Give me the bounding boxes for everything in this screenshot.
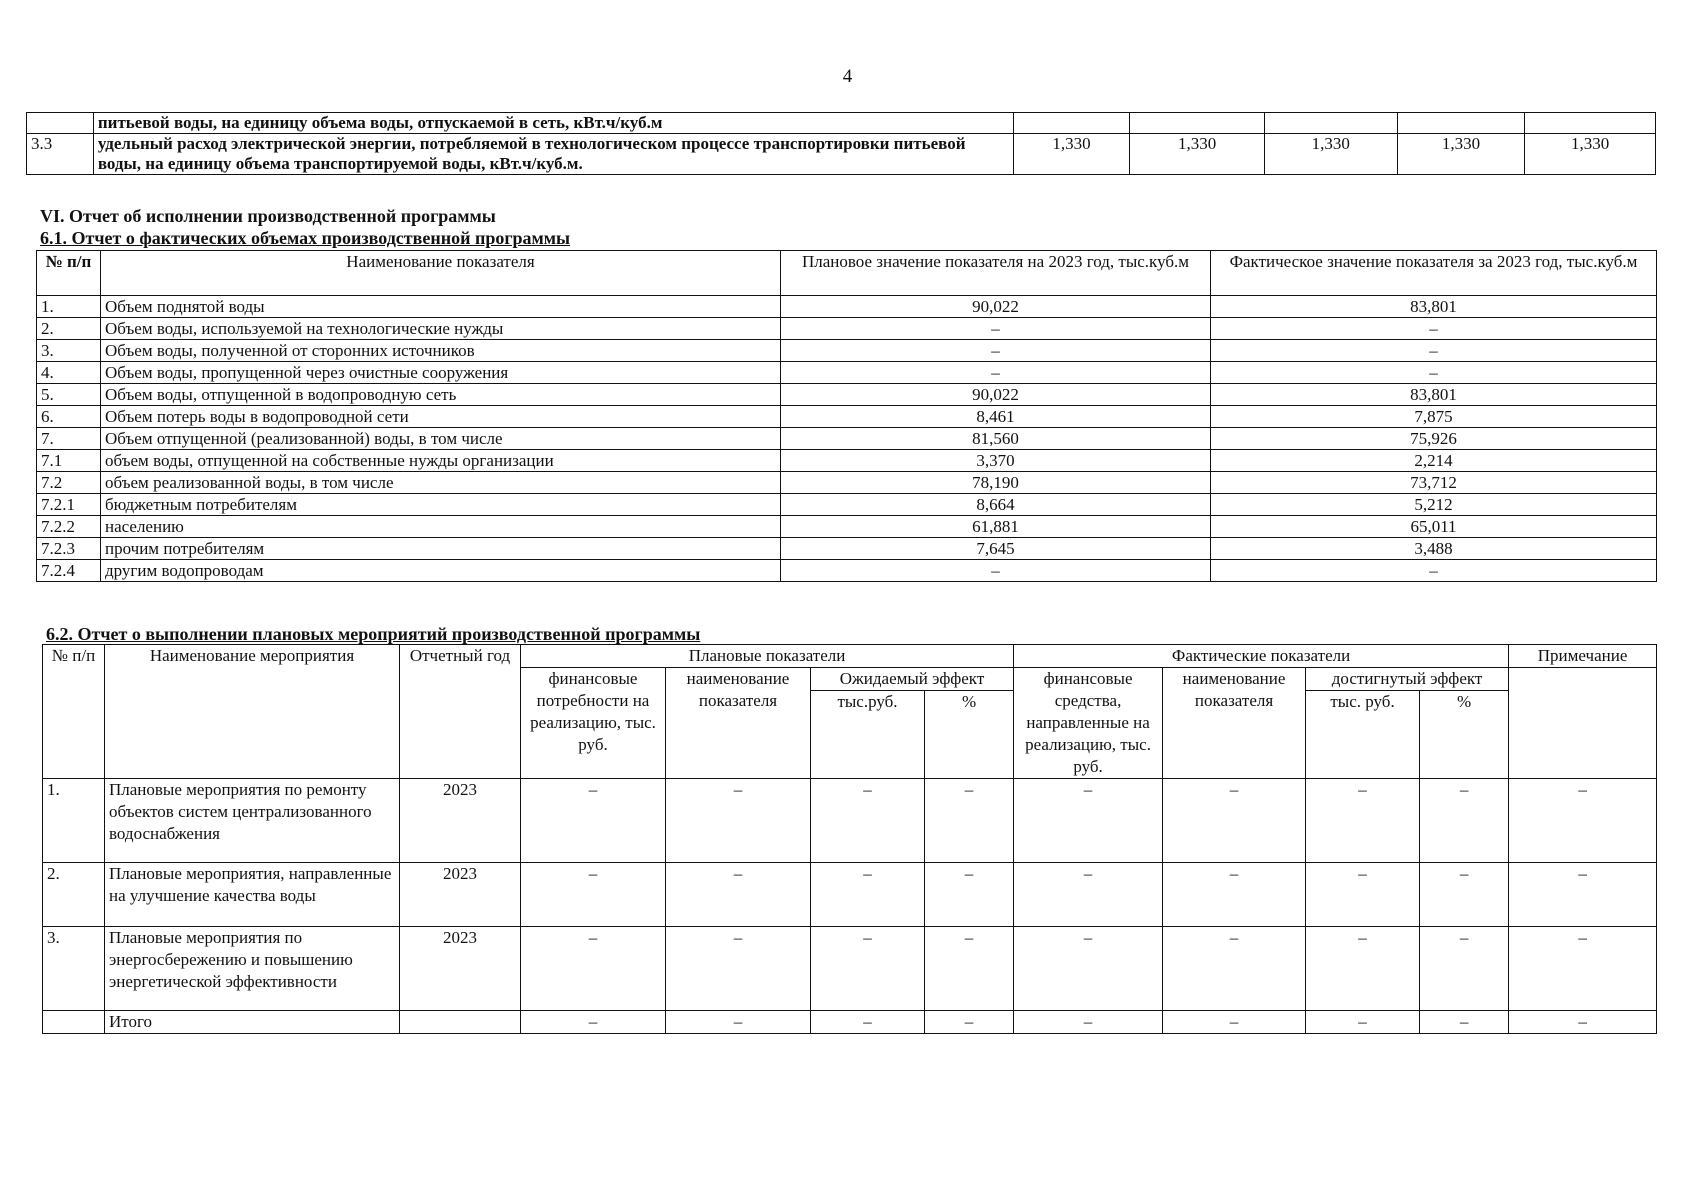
header-num: № п/п bbox=[37, 251, 101, 296]
value-cell: 1,330 bbox=[1525, 134, 1656, 175]
row-number: 3.3 bbox=[27, 134, 94, 175]
row-number: 7.2.1 bbox=[37, 494, 101, 516]
value-cell: – bbox=[811, 863, 925, 927]
table-row bbox=[37, 362, 1657, 384]
value-cell: 1,330 bbox=[1264, 134, 1397, 175]
row-number bbox=[27, 113, 94, 134]
row-name: Объем отпущенной (реализованной) воды, в том числе bbox=[101, 428, 781, 450]
measure-name: Плановые мероприятия по энергосбережению и повышению энергетической эффективности bbox=[105, 927, 400, 1011]
table-body bbox=[37, 296, 1657, 582]
row-number: 2. bbox=[37, 318, 101, 340]
plan-value: – bbox=[781, 362, 1211, 384]
value-cell: – bbox=[1014, 863, 1163, 927]
table-header-row bbox=[37, 251, 1657, 296]
fact-value: 83,801 bbox=[1211, 384, 1657, 406]
header-name: Наименование показателя bbox=[101, 251, 781, 296]
header-fact-eff: достигнутый эффект bbox=[1306, 668, 1509, 691]
total-label: Итого bbox=[105, 1011, 400, 1034]
value-cell: – bbox=[1163, 779, 1306, 863]
row-number bbox=[43, 1011, 105, 1034]
value-cell: – bbox=[1420, 927, 1509, 1011]
page-number: 4 bbox=[842, 66, 853, 87]
report-year bbox=[400, 1011, 521, 1034]
value-cell: – bbox=[1163, 927, 1306, 1011]
row-name: бюджетным потребителям bbox=[101, 494, 781, 516]
value-cell bbox=[1397, 113, 1525, 134]
value-cell: – bbox=[925, 779, 1014, 863]
table-row bbox=[37, 516, 1657, 538]
header-plan-fin: финансовые потребности на реализацию, тыс. руб. bbox=[521, 668, 666, 779]
fact-value: – bbox=[1211, 560, 1657, 582]
table-row bbox=[27, 134, 1656, 175]
value-cell: – bbox=[666, 927, 811, 1011]
fact-value: 65,011 bbox=[1211, 516, 1657, 538]
table-row bbox=[37, 538, 1657, 560]
report-year: 2023 bbox=[400, 863, 521, 927]
header-fact-eff-pct: % bbox=[1420, 691, 1509, 779]
fact-value: 5,212 bbox=[1211, 494, 1657, 516]
value-cell: 1,330 bbox=[1397, 134, 1525, 175]
plan-value: 8,461 bbox=[781, 406, 1211, 428]
row-text: питьевой воды, на единицу объема воды, отпускаемой в сеть, кВт.ч/куб.м bbox=[93, 113, 1013, 134]
value-cell: – bbox=[925, 1011, 1014, 1034]
table-row bbox=[37, 450, 1657, 472]
report-year: 2023 bbox=[400, 927, 521, 1011]
fact-value: – bbox=[1211, 362, 1657, 384]
value-cell bbox=[1130, 113, 1265, 134]
row-name: Объем воды, пропущенной через очистные сооружения bbox=[101, 362, 781, 384]
row-name: объем воды, отпущенной на собственные нужды организации bbox=[101, 450, 781, 472]
header-plan-eff: Ожидаемый эффект bbox=[811, 668, 1014, 691]
measure-name: Плановые мероприятия, направленные на улучшение качества воды bbox=[105, 863, 400, 927]
value-cell: 1,330 bbox=[1013, 134, 1130, 175]
row-number: 7. bbox=[37, 428, 101, 450]
value-cell: – bbox=[521, 863, 666, 927]
value-cell: – bbox=[1306, 927, 1420, 1011]
value-cell: – bbox=[1306, 779, 1420, 863]
header-fact-group: Фактические показатели bbox=[1014, 645, 1509, 668]
row-name: Объем потерь воды в водопроводной сети bbox=[101, 406, 781, 428]
header-note-empty bbox=[1509, 668, 1657, 779]
fact-value: – bbox=[1211, 318, 1657, 340]
table-row bbox=[43, 927, 1657, 1011]
value-cell bbox=[1525, 113, 1656, 134]
fact-value: 83,801 bbox=[1211, 296, 1657, 318]
fact-value: 73,712 bbox=[1211, 472, 1657, 494]
plan-value: 8,664 bbox=[781, 494, 1211, 516]
fact-value: 7,875 bbox=[1211, 406, 1657, 428]
plan-value: 7,645 bbox=[781, 538, 1211, 560]
value-cell: – bbox=[1014, 1011, 1163, 1034]
plan-value: 78,190 bbox=[781, 472, 1211, 494]
value-cell: – bbox=[1509, 779, 1657, 863]
header-fact-ind: наименование показателя bbox=[1163, 668, 1306, 779]
value-cell: – bbox=[521, 1011, 666, 1034]
row-number: 1. bbox=[43, 779, 105, 863]
table-row bbox=[43, 863, 1657, 927]
header-plan-group: Плановые показатели bbox=[521, 645, 1014, 668]
header-fact: Фактическое значение показателя за 2023 год, тыс.куб.м bbox=[1211, 251, 1657, 296]
table-body bbox=[43, 779, 1657, 1034]
value-cell: – bbox=[1420, 863, 1509, 927]
table-row bbox=[37, 340, 1657, 362]
table-header-row bbox=[43, 645, 1657, 668]
value-cell: – bbox=[666, 1011, 811, 1034]
table-row bbox=[37, 296, 1657, 318]
fact-value: 2,214 bbox=[1211, 450, 1657, 472]
row-number: 7.2.2 bbox=[37, 516, 101, 538]
value-cell bbox=[1264, 113, 1397, 134]
plan-value: 90,022 bbox=[781, 296, 1211, 318]
value-cell: – bbox=[925, 927, 1014, 1011]
value-cell: – bbox=[1509, 1011, 1657, 1034]
value-cell: – bbox=[521, 927, 666, 1011]
value-cell: – bbox=[925, 863, 1014, 927]
table-row bbox=[27, 113, 1656, 134]
fact-value: 3,488 bbox=[1211, 538, 1657, 560]
header-num: № п/п bbox=[43, 645, 105, 779]
row-name: населению bbox=[101, 516, 781, 538]
plan-value: 81,560 bbox=[781, 428, 1211, 450]
header-plan-ind: наименование показателя bbox=[666, 668, 811, 779]
row-number: 5. bbox=[37, 384, 101, 406]
report-year: 2023 bbox=[400, 779, 521, 863]
value-cell: – bbox=[1306, 1011, 1420, 1034]
value-cell: – bbox=[666, 863, 811, 927]
row-number: 7.2.4 bbox=[37, 560, 101, 582]
fact-value: – bbox=[1211, 340, 1657, 362]
total-row bbox=[43, 1011, 1657, 1034]
table-row bbox=[43, 779, 1657, 863]
row-number: 7.2 bbox=[37, 472, 101, 494]
value-cell: – bbox=[666, 779, 811, 863]
table-row bbox=[37, 318, 1657, 340]
header-fact-fin: финансовые средства, направленные на реализацию, тыс. руб. bbox=[1014, 668, 1163, 779]
value-cell: – bbox=[521, 779, 666, 863]
header-note: Примечание bbox=[1509, 645, 1657, 668]
value-cell: – bbox=[1306, 863, 1420, 927]
value-cell: – bbox=[1509, 927, 1657, 1011]
value-cell: 1,330 bbox=[1130, 134, 1265, 175]
plan-value: 61,881 bbox=[781, 516, 1211, 538]
plan-value: – bbox=[781, 340, 1211, 362]
value-cell: – bbox=[1509, 863, 1657, 927]
row-number: 7.1 bbox=[37, 450, 101, 472]
value-cell bbox=[1013, 113, 1130, 134]
value-cell: – bbox=[1014, 779, 1163, 863]
value-cell: – bbox=[1014, 927, 1163, 1011]
row-name: объем реализованной воды, в том числе bbox=[101, 472, 781, 494]
fact-value: 75,926 bbox=[1211, 428, 1657, 450]
row-name: Объем воды, используемой на технологические нужды bbox=[101, 318, 781, 340]
value-cell: – bbox=[811, 1011, 925, 1034]
row-number: 3. bbox=[43, 927, 105, 1011]
row-name: Объем воды, полученной от сторонних источников bbox=[101, 340, 781, 362]
plan-value: – bbox=[781, 318, 1211, 340]
row-number: 2. bbox=[43, 863, 105, 927]
energy-consumption-table bbox=[26, 112, 1656, 175]
row-number: 3. bbox=[37, 340, 101, 362]
row-number: 7.2.3 bbox=[37, 538, 101, 560]
row-number: 1. bbox=[37, 296, 101, 318]
plan-value: 90,022 bbox=[781, 384, 1211, 406]
table-row bbox=[37, 428, 1657, 450]
value-cell: – bbox=[1163, 1011, 1306, 1034]
header-plan-eff-pct: % bbox=[925, 691, 1014, 779]
production-volumes-table bbox=[36, 250, 1657, 582]
table-row bbox=[37, 560, 1657, 582]
table-row bbox=[37, 384, 1657, 406]
header-plan: Плановое значение показателя на 2023 год, тыс.куб.м bbox=[781, 251, 1211, 296]
planned-measures-table bbox=[42, 644, 1657, 1034]
plan-value: 3,370 bbox=[781, 450, 1211, 472]
subsection-title-6-2: 6.2. Отчет о выполнении плановых мероприятий производственной программы bbox=[46, 624, 701, 644]
measure-name: Плановые мероприятия по ремонту объектов систем централизованного водоснабжения bbox=[105, 779, 400, 863]
row-name: Объем поднятой воды bbox=[101, 296, 781, 318]
plan-value: – bbox=[781, 560, 1211, 582]
table-row bbox=[37, 406, 1657, 428]
row-number: 4. bbox=[37, 362, 101, 384]
value-cell: – bbox=[811, 779, 925, 863]
value-cell: – bbox=[811, 927, 925, 1011]
row-name: Объем воды, отпущенной в водопроводную сеть bbox=[101, 384, 781, 406]
row-number: 6. bbox=[37, 406, 101, 428]
header-name: Наименование мероприятия bbox=[105, 645, 400, 779]
value-cell: – bbox=[1420, 1011, 1509, 1034]
header-fact-eff-rub: тыс. руб. bbox=[1306, 691, 1420, 779]
row-text: удельный расход электрической энергии, потребляемой в технологическом процессе транспортировки питьевой воды, на единицу объема транспортируемой воды, кВт.ч/куб.м. bbox=[93, 134, 1013, 175]
header-plan-eff-rub: тыс.руб. bbox=[811, 691, 925, 779]
row-name: другим водопроводам bbox=[101, 560, 781, 582]
table-row bbox=[37, 494, 1657, 516]
header-year: Отчетный год bbox=[400, 645, 521, 779]
value-cell: – bbox=[1163, 863, 1306, 927]
value-cell: – bbox=[1420, 779, 1509, 863]
row-name: прочим потребителям bbox=[101, 538, 781, 560]
table-row bbox=[37, 472, 1657, 494]
section-title: VI. Отчет об исполнении производственной программы bbox=[40, 206, 496, 226]
subsection-title-6-1: 6.1. Отчет о фактических объемах производственной программы bbox=[40, 228, 571, 248]
